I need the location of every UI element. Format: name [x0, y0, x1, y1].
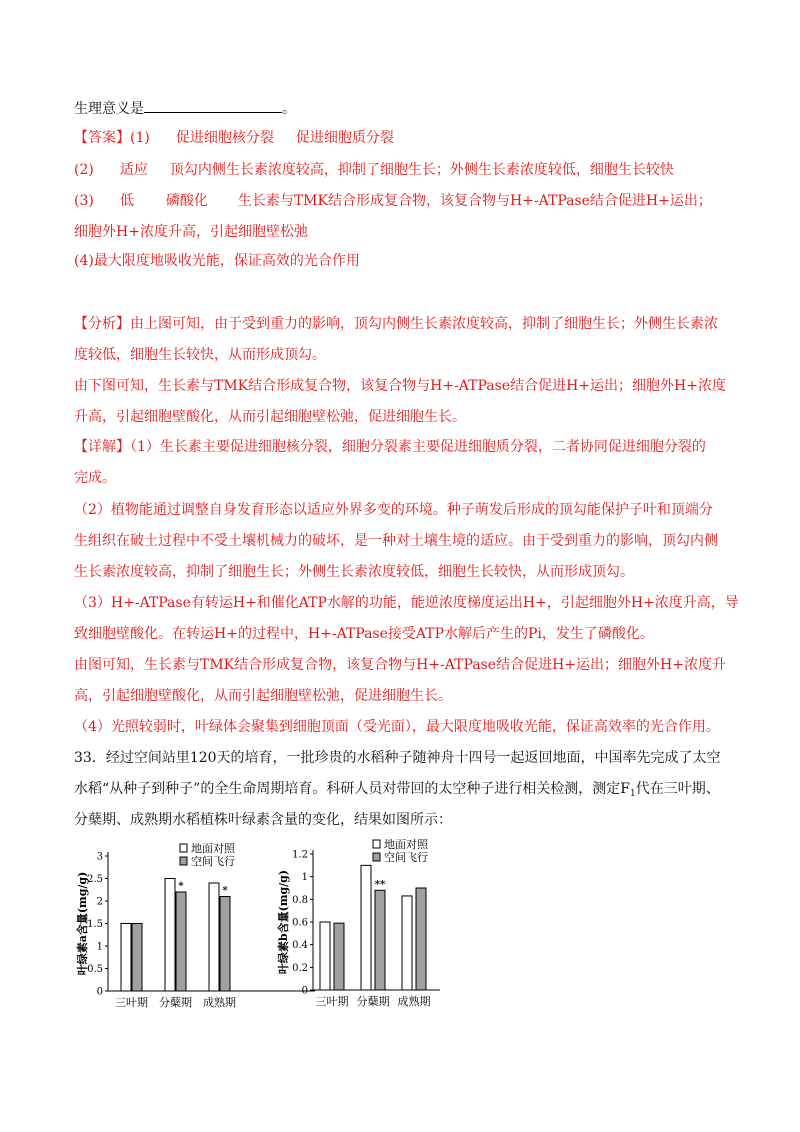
x-category-label: 分蘖期 [356, 995, 390, 1008]
bar-ground-control [209, 883, 219, 991]
question-33-line-2 [74, 779, 720, 804]
bar-space-flight [375, 890, 385, 990]
answer-part: 促进细胞核分裂 [175, 130, 274, 146]
answer-part: 顶勾内侧生长素浓度较高，抑制了细胞生长；外侧生长素浓度较低，细胞生长较快 [169, 162, 674, 178]
bar-space-flight [176, 892, 186, 991]
detail-line-8: 由图可知，生长素与TMK结合形成复合物，该复合物与H+-ATPase结合促进H+运出；细胞外H+浓度升 [74, 657, 726, 673]
answer-part: 低 [119, 193, 134, 209]
analysis-line-3: 由下图可知，生长素与TMK结合形成复合物，该复合物与H+-ATPase结合促进H+运出；细胞外H+浓度 [74, 378, 726, 394]
legend-swatch [180, 844, 187, 852]
x-category-label: 分蘖期 [159, 996, 192, 1009]
detail-text: （1）生长素主要促进细胞核分裂，细胞分裂素主要促进细胞质分裂，二者协同促进细胞分裂的 [130, 439, 706, 455]
analysis-tag: 【分析】 [74, 316, 130, 332]
answer-line-2 [74, 160, 674, 180]
bar-space-flight [416, 888, 426, 990]
y-tick-label: 0.8 [292, 894, 308, 906]
y-axis-label: 叶绿素a含量(mg/g) [76, 871, 89, 976]
question-33-line-1: 33．经过空间站里120天的培育，一批珍贵的水稻种子随神舟十四号一起返回地面，中国率先完成了太空 [74, 750, 721, 766]
legend-swatch [180, 857, 187, 865]
bar-space-flight [220, 897, 230, 992]
significance-mark: ** [374, 879, 386, 891]
significance-mark: * [222, 885, 228, 897]
detail-tag: 【详解】 [74, 439, 130, 455]
answer-number: (1) [130, 130, 150, 146]
significance-mark: * [178, 881, 184, 892]
y-tick-label: 0.4 [292, 940, 308, 952]
detail-line-9: 高，引起细胞壁酸化，从而引起细胞壁松弛，促进细胞生长。 [74, 688, 452, 704]
y-tick-label: 1.5 [87, 919, 103, 930]
y-tick-label: 2 [96, 896, 103, 908]
answer-part: 适应 [119, 162, 148, 178]
previous-question-line [74, 98, 296, 119]
analysis-line-4: 升高，引起细胞壁酸化，从而引起细胞壁松弛，促进细胞生长。 [74, 409, 466, 425]
y-tick-label: 2.5 [87, 874, 103, 885]
legend-swatch [373, 853, 380, 861]
x-category-label: 三叶期 [315, 995, 349, 1008]
bar-ground-control [361, 865, 371, 990]
y-tick-label: 1.2 [292, 849, 308, 861]
analysis-line-1 [74, 314, 718, 334]
answer-part: 生长素与TMK结合形成复合物，该复合物与H+-ATPase结合促进H+运出； [237, 193, 712, 209]
answer-line-3 [74, 191, 712, 211]
legend-label: 空间飞行 [384, 851, 428, 864]
detail-line-4: 生组织在破土过程中不受土壤机械力的破坏，是一种对土壤生境的适应。由于受到重力的影响，顶勾内侧 [74, 533, 718, 549]
bar-ground-control [320, 922, 330, 990]
answer-tag: 【答案】 [74, 130, 130, 146]
question-text: 生理意义是 [74, 101, 144, 117]
bar-space-flight [132, 924, 142, 992]
question-text: 代在三叶期、 [635, 781, 720, 797]
legend-swatch [373, 840, 380, 848]
y-tick-label: 0 [301, 985, 308, 997]
detail-line-1 [74, 437, 706, 457]
x-category-label: 三叶期 [115, 996, 148, 1009]
answer-number: (3) [74, 193, 94, 209]
detail-line-7: 致细胞壁酸化。在转运H+的过程中，H+-ATPase接受ATP水解后产生的Pi，发生了磷酸化。 [74, 626, 654, 642]
answer-line-3-cont: 细胞外H+浓度升高，引起细胞壁松弛 [74, 224, 308, 240]
y-tick-label: 0 [96, 986, 103, 998]
detail-line-10: （4）光照较弱时，叶绿体会聚集到细胞顶面（受光面），最大限度地吸收光能，保证高效率的光合作用。 [74, 719, 720, 735]
chlorophyll-b-chart [275, 838, 475, 1023]
y-tick-label: 3 [96, 851, 103, 863]
detail-line-5: 生长素浓度较高，抑制了细胞生长；外侧生长素浓度较低，细胞生长较快，从而形成顶勾。 [74, 564, 634, 580]
subscript: 1 [630, 789, 636, 799]
bar-ground-control [121, 924, 131, 992]
bar-ground-control [402, 896, 412, 990]
bar-space-flight [334, 923, 344, 990]
legend-label: 地面对照 [191, 842, 235, 855]
y-tick-label: 1 [301, 872, 308, 884]
legend-label: 空间飞行 [191, 855, 235, 868]
y-axis-label: 叶绿素b含量(mg/g) [277, 869, 290, 975]
question-33-line-3: 分蘖期、成熟期水稻植株叶绿素含量的变化，结果如图所示： [74, 812, 452, 828]
question-text: 水稻“从种子到种子”的全生命周期培育。科研人员对带回的太空种子进行相关检测，测定F [74, 781, 631, 797]
detail-line-6: （3）H+-ATPase有转运H+和催化ATP水解的功能，能逆浓度梯度运出H+，引起细胞外H+浓度升高，导 [74, 595, 739, 611]
y-tick-label: 1 [96, 941, 103, 953]
x-category-label: 成熟期 [397, 995, 431, 1008]
detail-line-2: 完成。 [74, 470, 116, 486]
answer-part: 磷酸化 [165, 193, 208, 209]
answer-line-1 [74, 128, 394, 148]
analysis-line-2: 度较低，细胞生长较快，从而形成顶勾。 [74, 347, 326, 363]
analysis-text: 由上图可知，由于受到重力的影响，顶勾内侧生长素浓度较高，抑制了细胞生长；外侧生长素浓 [130, 316, 718, 332]
legend-label: 地面对照 [384, 838, 428, 851]
y-tick-label: 0.2 [292, 962, 308, 974]
answer-part: 促进细胞质分裂 [295, 130, 394, 146]
answer-number: (2) [74, 162, 94, 178]
question-punct: 。 [282, 101, 296, 117]
answer-line-4: (4)最大限度地吸收光能，保证高效的光合作用 [74, 253, 360, 269]
x-category-label: 成熟期 [203, 996, 236, 1009]
y-tick-label: 0.6 [292, 917, 308, 929]
detail-line-3: （2）植物能通过调整自身发育形态以适应外界多变的环境。种子萌发后形成的顶勾能保护子叶和顶端分 [74, 502, 713, 518]
bar-ground-control [165, 879, 175, 992]
y-tick-label: 0.5 [87, 964, 103, 975]
answer-blank [144, 98, 282, 113]
